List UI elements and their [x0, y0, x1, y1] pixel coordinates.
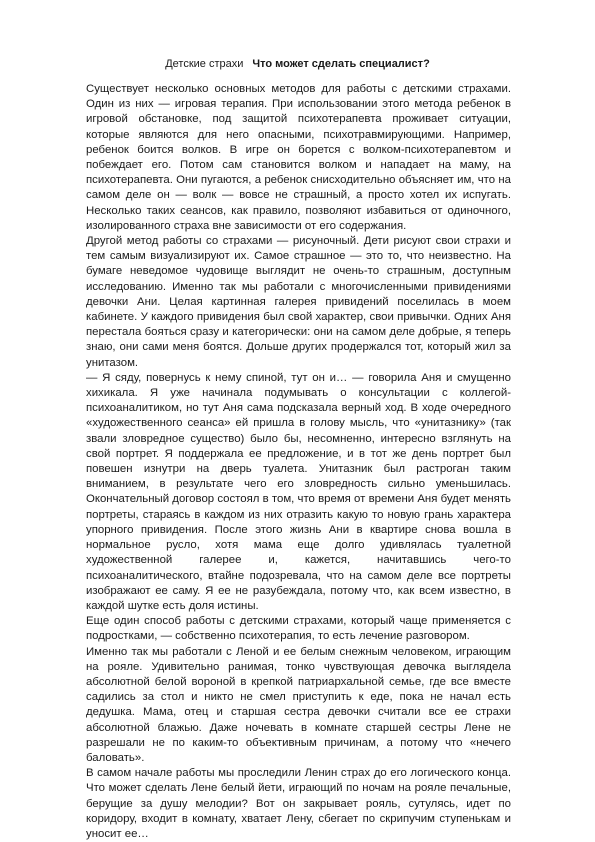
article-body — [86, 82, 511, 842]
paragraph: — Я сяду, повернусь к нему спиной, тут он и… — говорила Аня и смущенно хихикала. Я уже начинала подумывать о консультации с коллегой-психоаналитиком, но тут Аня сама подсказала верный ход. В ходе очередного «художественного сеанса» ей пришла в голову мысль, что «унитазнику» (так звали зловредное существо) было бы, несомненно, интересно взглянуть на свой портрет. Я поддержала ее предложение, и в тот же день портрет был повешен изнутри на дверь туалета. Унитазник был растроган таким вниманием, в результате чего его зловредность сильно уменьшилась. Окончательный договор состоял в том, что время от времени Аня будет менять портреты, стараясь в каждом из них отразить какую то новую грань характера упорного привидения. После этого жизнь Ани в квартире снова вошла в нормальное русло, хотя мама еще долго удивлялась туалетной художественной галерее и, кажется, начитавшись чего-то психоаналитического, втайне подозревала, что на самом деле все портреты изображают ее саму. Я ее не разубеждала, потому что, как всем известно, в каждой шутке есть доля истины. — [86, 371, 511, 612]
paragraph: Именно так мы работали с Леной и ее белым снежным человеком, играющим на рояле. Удивительно ранимая, тонко чувствующая девочка выглядела абсолютной белой вороной в крепкой патриархальной семье, где все вместе садились за стол и никто не смел приступить к еде, пока не начал есть дедушка. Мама, отец и старшая сестра девочки считали все ее страхи абсолютной блажью. Даже ночевать в комнате старшей сестры Лене не разрешали не по каким-то объективным причинам, а потому что «нечего баловать». — [86, 645, 511, 764]
paragraph: Другой метод работы со страхами — рисуночный. Дети рисуют свои страхи и тем самым визуализируют их. Самое страшное — это то, что неизвестно. На бумаге неведомое чудовище выглядит не очень-то страшным, доступным исследованию. Именно так мы работали с многочисленными привидениями девочки Ани. Целая картинная галерея привидений поселилась в моем кабинете. У каждого привидения был свой характер, свои привычки. Одних Аня перестала бояться сразу и категорически: они на самом деле добрые, я теперь знаю, они сами меня боятся. Дольше других продержался тот, который жил за унитазом. — [86, 235, 511, 369]
paragraph: Существует несколько основных методов для работы с детскими страхами. Один из них — игровая терапия. При использовании этого метода ребенок в игровой обстановке, под защитой психотерапевта проживает ситуации, которые являются для него опасными, психотравмирующими. Например, ребенок боится волков. В игре он борется с волком-психотерапевтом и побеждает его. Потом сам становится волком и нападает на маму, на психотерапевта. Они пугаются, а ребенок снисходительно объясняет им, что на самом деле он — волк — вовсе не страшный, а просто хотел их испугать. Несколько таких сеансов, как правило, позволяют избавиться от одиночного, изолированного страха вне зависимости от его содержания. — [86, 83, 511, 232]
section-name: Детские страхи — [165, 58, 244, 70]
page-header — [0, 57, 595, 71]
paragraph: В самом начале работы мы проследили Ленин страх до его логического конца. Что может сделать Лене белый йети, играющий по ночам на рояле печальные, берущие за душу мелодии? Вот он закрывает рояль, сутулясь, идет по коридору, входит в комнату, хватает Лену, сбегает по скрипучим ступенькам и уносит ее… — [86, 767, 511, 840]
article-title: Что может сделать специалист? — [252, 58, 430, 70]
paragraph: Еще один способ работы с детскими страхами, который чаще применяется с подростками, — собственно психотерапия, то есть лечение разговором. — [86, 615, 511, 643]
